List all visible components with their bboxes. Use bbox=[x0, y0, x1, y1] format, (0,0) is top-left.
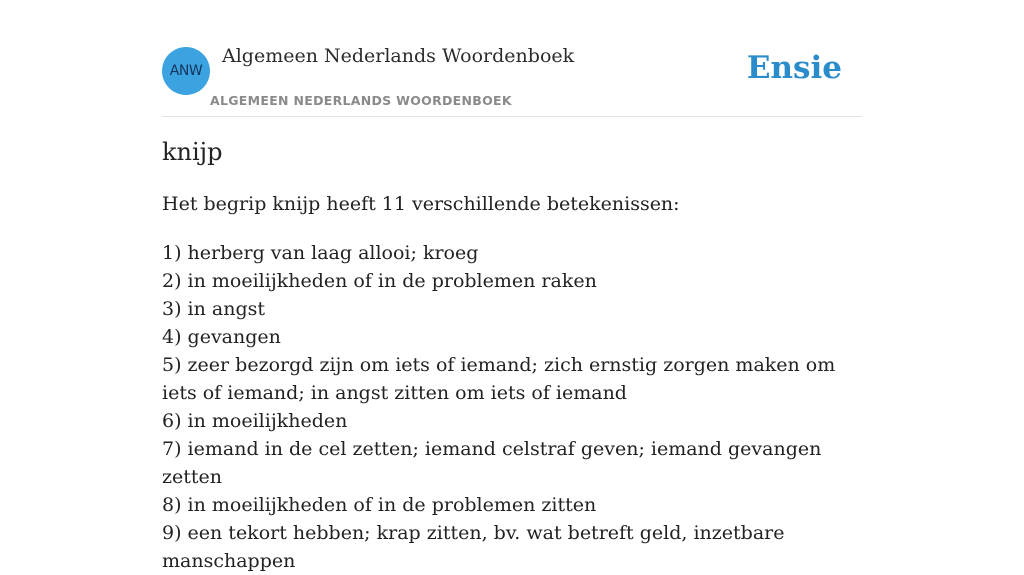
source-title[interactable]: Algemeen Nederlands Woordenboek bbox=[222, 45, 575, 67]
list-item: 7) iemand in de cel zetten; iemand celstraf geven; iemand gevangen zetten bbox=[162, 438, 822, 488]
list-item: 4) gevangen bbox=[162, 326, 281, 348]
list-item: 5) zeer bezorgd zijn om iets of iemand; zich ernstig zorgen maken om iets of iemand; in angst zitten om iets of iemand bbox=[162, 354, 836, 404]
list-item: 9) een tekort hebben; krap zitten, bv. wat betreft geld, inzetbare manschappen bbox=[162, 522, 785, 572]
intro-text: Het begrip knijp heeft 11 verschillende betekenissen: bbox=[162, 193, 680, 215]
list-item: 8) in moeilijkheden of in de problemen zitten bbox=[162, 494, 597, 516]
list-item: 3) in angst bbox=[162, 298, 266, 320]
page-title: knijp bbox=[162, 138, 223, 166]
source-logo[interactable]: ANW bbox=[162, 47, 210, 95]
header bbox=[162, 0, 862, 117]
source-subtitle: ALGEMEEN NEDERLANDS WOORDENBOEK bbox=[210, 93, 512, 108]
list-item: 1) herberg van laag allooi; kroeg bbox=[162, 242, 479, 264]
list-item: 6) in moeilijkheden bbox=[162, 410, 348, 432]
brand-logo[interactable]: Ensie bbox=[746, 50, 842, 86]
list-item: 2) in moeilijkheden of in de problemen raken bbox=[162, 270, 597, 292]
meanings-list bbox=[162, 239, 862, 575]
